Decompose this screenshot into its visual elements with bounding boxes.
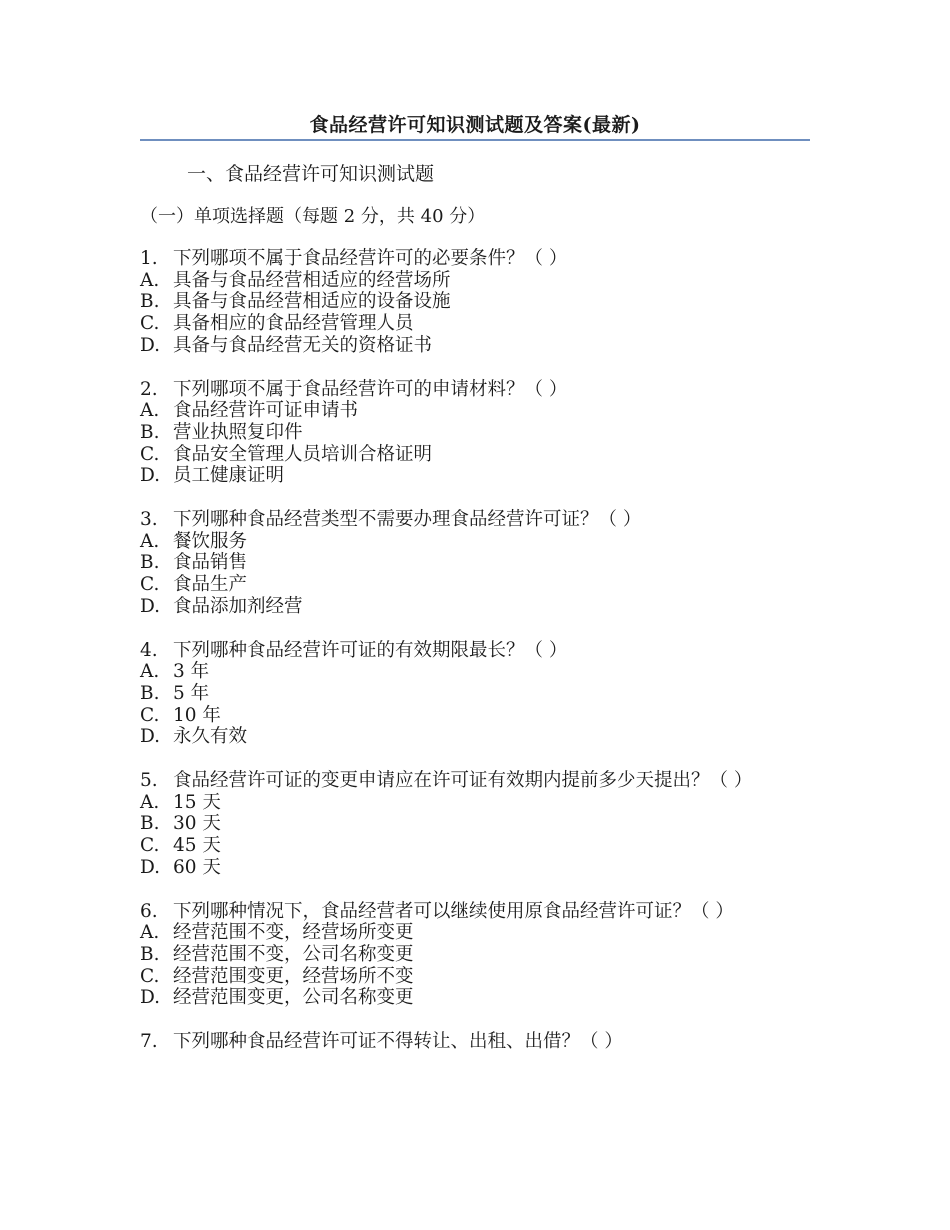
option-key: A. — [140, 791, 160, 813]
option-key: D. — [140, 334, 161, 356]
option-key: C. — [140, 965, 160, 987]
question-number: 1. — [140, 248, 158, 269]
option-key: A. — [140, 922, 160, 944]
option-text: 食品安全管理人员培训合格证明 — [173, 443, 433, 465]
option-text: 5 年 — [173, 682, 210, 704]
option-text: 食品经营许可证申请书 — [173, 400, 359, 422]
title-underline — [140, 139, 810, 141]
answer-option — [140, 531, 810, 553]
question-text: 下列哪种食品经营许可证不得转让、出租、出借？（ ） — [173, 1031, 623, 1053]
question-number: 7. — [140, 1031, 158, 1053]
option-key: C. — [140, 835, 160, 857]
answer-option — [140, 291, 810, 313]
sub-heading: （一）单项选择题（每题 2 分，共 40 分） — [140, 206, 486, 227]
answer-option — [140, 574, 810, 596]
option-text: 食品销售 — [173, 552, 248, 574]
option-key: C. — [140, 574, 160, 596]
option-key: B. — [140, 813, 160, 835]
question-text: 下列哪种情况下，食品经营者可以继续使用原食品经营许可证？（ ） — [173, 900, 734, 922]
question-item — [140, 901, 810, 1010]
question-stem — [140, 901, 810, 923]
answer-option — [140, 683, 810, 705]
question-number: 3. — [140, 509, 158, 531]
question-item — [140, 1031, 810, 1053]
option-text: 经营范围不变，公司名称变更 — [173, 943, 414, 965]
option-key: D. — [140, 987, 161, 1009]
answer-option — [140, 444, 810, 466]
question-stem — [140, 379, 810, 401]
option-text: 45 天 — [173, 835, 221, 857]
option-key: C. — [140, 704, 160, 726]
answer-option — [140, 792, 810, 814]
question-item — [140, 509, 810, 618]
option-text: 员工健康证明 — [173, 465, 285, 487]
option-text: 具备相应的食品经营管理人员 — [173, 313, 414, 335]
question-text: 食品经营许可证的变更申请应在许可证有效期内提前多少天提出？（ ） — [173, 770, 753, 792]
option-key: A. — [140, 530, 160, 552]
answer-option — [140, 966, 810, 988]
answer-option — [140, 813, 810, 835]
answer-option — [140, 422, 810, 444]
question-text: 下列哪项不属于食品经营许可的必要条件？（ ） — [173, 248, 568, 269]
question-text: 下列哪种食品经营类型不需要办理食品经营许可证？（ ） — [173, 509, 642, 531]
answer-option — [140, 705, 810, 727]
option-text: 30 天 — [173, 813, 221, 835]
answer-option — [140, 922, 810, 944]
answer-option — [140, 465, 810, 487]
question-list — [140, 248, 810, 1075]
option-text: 具备与食品经营相适应的经营场所 — [173, 269, 451, 291]
option-text: 具备与食品经营无关的资格证书 — [173, 334, 433, 356]
option-text: 10 年 — [173, 704, 221, 726]
option-key: B. — [140, 291, 160, 313]
answer-option — [140, 596, 810, 618]
question-text: 下列哪项不属于食品经营许可的申请材料？（ ） — [173, 378, 568, 400]
option-text: 永久有效 — [173, 726, 248, 748]
option-key: D. — [140, 856, 161, 878]
option-text: 经营范围变更，经营场所不变 — [173, 965, 414, 987]
option-text: 3 年 — [173, 661, 210, 683]
option-key: B. — [140, 421, 160, 443]
question-number: 2. — [140, 378, 158, 400]
document-title: 食品经营许可知识测试题及答案(最新) — [309, 114, 641, 136]
question-number: 4. — [140, 639, 158, 661]
question-item — [140, 640, 810, 749]
answer-option — [140, 552, 810, 574]
option-text: 具备与食品经营相适应的设备设施 — [173, 291, 451, 313]
answer-option — [140, 400, 810, 422]
question-number: 5. — [140, 770, 158, 792]
option-text: 食品添加剂经营 — [173, 595, 303, 617]
question-item — [140, 770, 810, 879]
option-text: 经营范围不变，经营场所变更 — [173, 922, 414, 944]
answer-option — [140, 335, 810, 357]
question-stem — [140, 770, 810, 792]
option-key: A. — [140, 661, 160, 683]
question-number: 6. — [140, 900, 158, 922]
option-text: 食品生产 — [173, 574, 248, 596]
answer-option — [140, 987, 810, 1009]
answer-option — [140, 857, 810, 879]
option-text: 经营范围变更，公司名称变更 — [173, 987, 414, 1009]
option-key: B. — [140, 943, 160, 965]
answer-option — [140, 270, 810, 292]
section-heading: 一、食品经营许可知识测试题 — [187, 163, 435, 185]
answer-option — [140, 661, 810, 683]
answer-option — [140, 944, 810, 966]
option-key: C. — [140, 443, 160, 465]
option-key: D. — [140, 465, 161, 487]
option-text: 餐饮服务 — [173, 530, 248, 552]
option-key: C. — [140, 313, 160, 335]
option-key: D. — [140, 726, 161, 748]
answer-option — [140, 313, 810, 335]
answer-option — [140, 726, 810, 748]
question-stem — [140, 640, 810, 662]
option-text: 15 天 — [173, 791, 221, 813]
option-key: A. — [140, 400, 160, 422]
option-text: 营业执照复印件 — [173, 421, 303, 443]
option-key: A. — [140, 269, 160, 291]
answer-option — [140, 835, 810, 857]
option-text: 60 天 — [173, 856, 221, 878]
option-key: B. — [140, 552, 160, 574]
question-text: 下列哪种食品经营许可证的有效期限最长？（ ） — [173, 639, 568, 661]
question-item — [140, 379, 810, 488]
question-stem — [140, 509, 810, 531]
option-key: D. — [140, 595, 161, 617]
option-key: B. — [140, 682, 160, 704]
question-stem — [140, 1031, 810, 1053]
question-item — [140, 248, 810, 357]
question-stem — [140, 248, 810, 270]
